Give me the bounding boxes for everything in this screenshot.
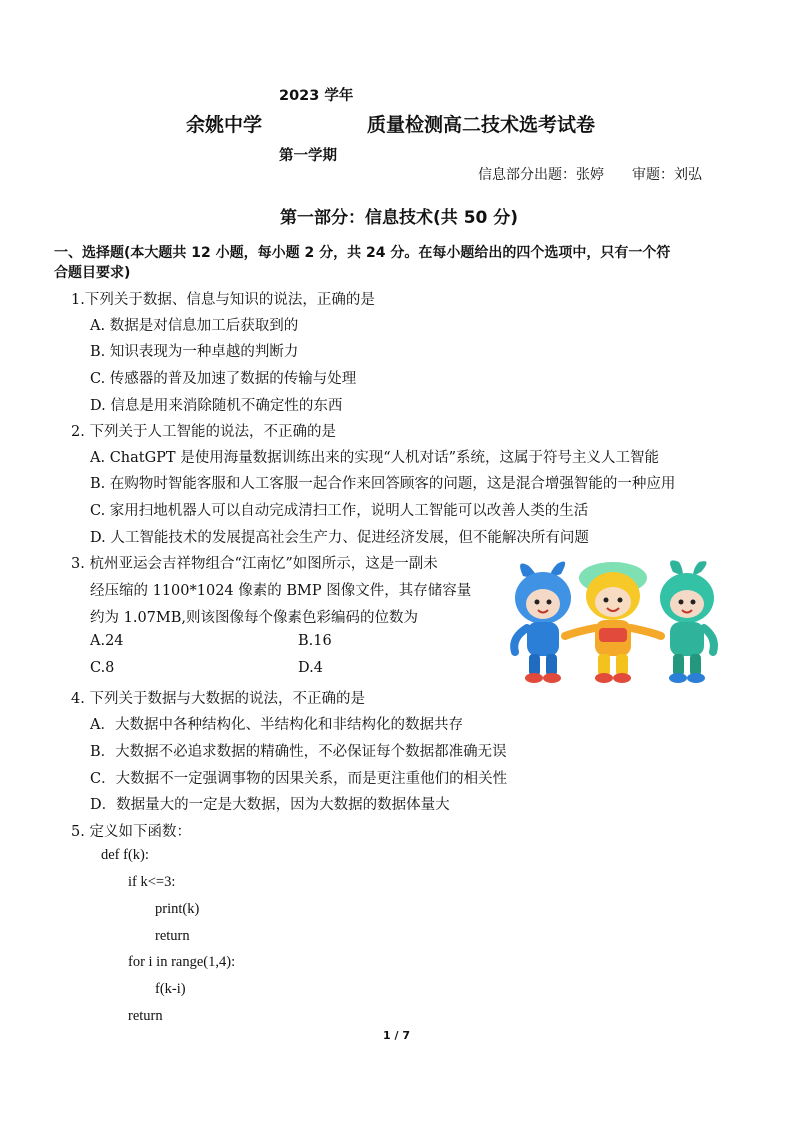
q3-stem-line1: 3. 杭州亚运会吉祥物组合“江南忆”如图所示，这是一副未 [71,556,438,572]
q3-option-b: B.16 [298,633,332,649]
code-line-1: def f(k): [101,847,149,863]
code-line-5: for i in range(1,4): [128,954,236,970]
q3-stem-line3: 约为 1.07MB,则该图像每个像素色彩编码的位数为 [90,610,419,626]
q5-stem: 5. 定义如下函数： [71,824,191,840]
green-mascot [660,560,714,683]
blue-mascot [514,562,571,683]
part-title: 第一部分：信息技术(共 50 分) [280,208,519,228]
q4-option-a: A．大数据中各种结构化、半结构化和非结构化的数据共存 [90,717,463,733]
q2-option-b: B. 在购物时智能客服和人工客服一起合作来回答顾客的问题，这是混合增强智能的一种应用 [90,476,676,492]
school-name: 余姚中学 [186,114,263,136]
q2-option-c: C. 家用扫地机器人可以自动完成清扫工作，说明人工智能可以改善人类的生活 [90,503,589,519]
mascot-image [505,558,720,686]
q4-option-b: B．大数据不必追求数据的精确性，不必保证每个数据都准确无误 [90,744,507,760]
exam-semester: 第一学期 [279,148,337,164]
code-line-6: f(k-i) [155,981,186,997]
q1-option-d: D. 信息是用来消除随机不确定性的东西 [90,398,343,414]
q2-stem: 2. 下列关于人工智能的说法，不正确的是 [71,424,336,440]
q2-option-d: D. 人工智能技术的发展提高社会生产力、促进经济发展，但不能解决所有问题 [90,530,589,546]
exam-authors: 信息部分出题：张婷 审题：刘弘 [478,167,702,183]
section-instructions-line2: 合题目要求) [54,265,131,281]
q3-option-a: A.24 [90,633,124,649]
q1-option-a: A. 数据是对信息加工后获取到的 [90,318,299,334]
q4-option-d: D．数据量大的一定是大数据，因为大数据的数据体量大 [90,797,450,813]
q2-option-a: A. ChatGPT 是使用海量数据训练出来的实现“人机对话”系统，这属于符号主义人工智能 [90,450,660,466]
code-line-7: return [128,1008,163,1024]
q4-option-c: C．大数据不一定强调事物的因果关系，而是更注重他们的相关性 [90,771,508,787]
exam-title: 质量检测高二技术选考试卷 [367,114,596,136]
yellow-mascot [565,562,661,683]
q1-stem: 1.下列关于数据、信息与知识的说法，正确的是 [71,292,375,308]
section-instructions-line1: 一、选择题(本大题共 12 小题，每小题 2 分，共 24 分。在每小题给出的四个选项中，只有一个符 [54,245,671,261]
exam-year: 2023 学年 [279,88,354,104]
code-line-2: if k<=3: [128,874,176,890]
q1-option-c: C. 传感器的普及加速了数据的传输与处理 [90,371,357,387]
q3-stem-line2: 经压缩的 1100*1024 像素的 BMP 图像文件，其存储容量 [90,583,472,599]
code-line-4: return [155,928,190,944]
q1-option-b: B. 知识表现为一种卓越的判断力 [90,344,299,360]
q3-option-c: C.8 [90,660,115,676]
page-number: 1 / 7 [383,1029,410,1042]
q3-option-d: D.4 [298,660,323,676]
code-line-3: print(k) [155,901,200,917]
q4-stem: 4. 下列关于数据与大数据的说法，不正确的是 [71,691,365,707]
